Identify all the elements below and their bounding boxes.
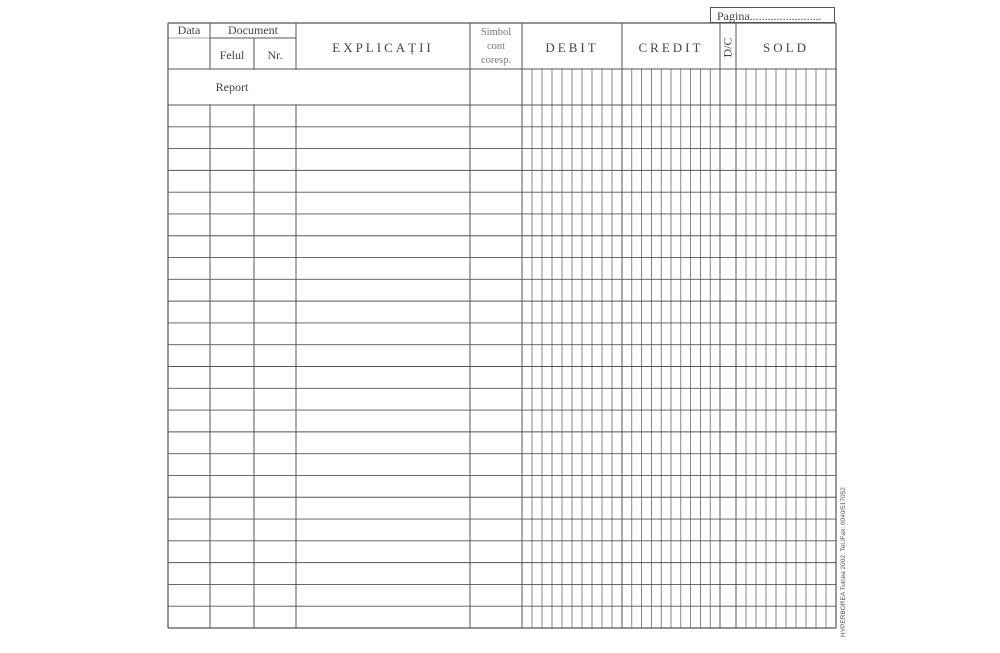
header-simbol-line1: Simbol <box>480 27 512 38</box>
header-dc: D/C <box>720 37 735 58</box>
header-felul: Felul <box>219 48 245 62</box>
header-simbol-line2: cont <box>486 41 506 52</box>
report-row-label: Report <box>215 80 249 94</box>
header-explicatii: EXPLICAȚII <box>332 40 434 55</box>
printer-footer: HYPERBOREA Tulcea 2002, Tel./Fax: 0040/517052 <box>840 487 847 637</box>
header-data: Data <box>177 23 201 37</box>
header-debit: DEBIT <box>545 40 599 55</box>
header-credit: CREDIT <box>638 40 704 55</box>
header-sold: SOLD <box>763 40 809 55</box>
header-document: Document <box>228 23 278 37</box>
page-number-field: Pagina........................ <box>710 7 835 23</box>
header-nr: Nr. <box>267 48 283 62</box>
header-simbol-line3: coresp. <box>480 55 512 66</box>
